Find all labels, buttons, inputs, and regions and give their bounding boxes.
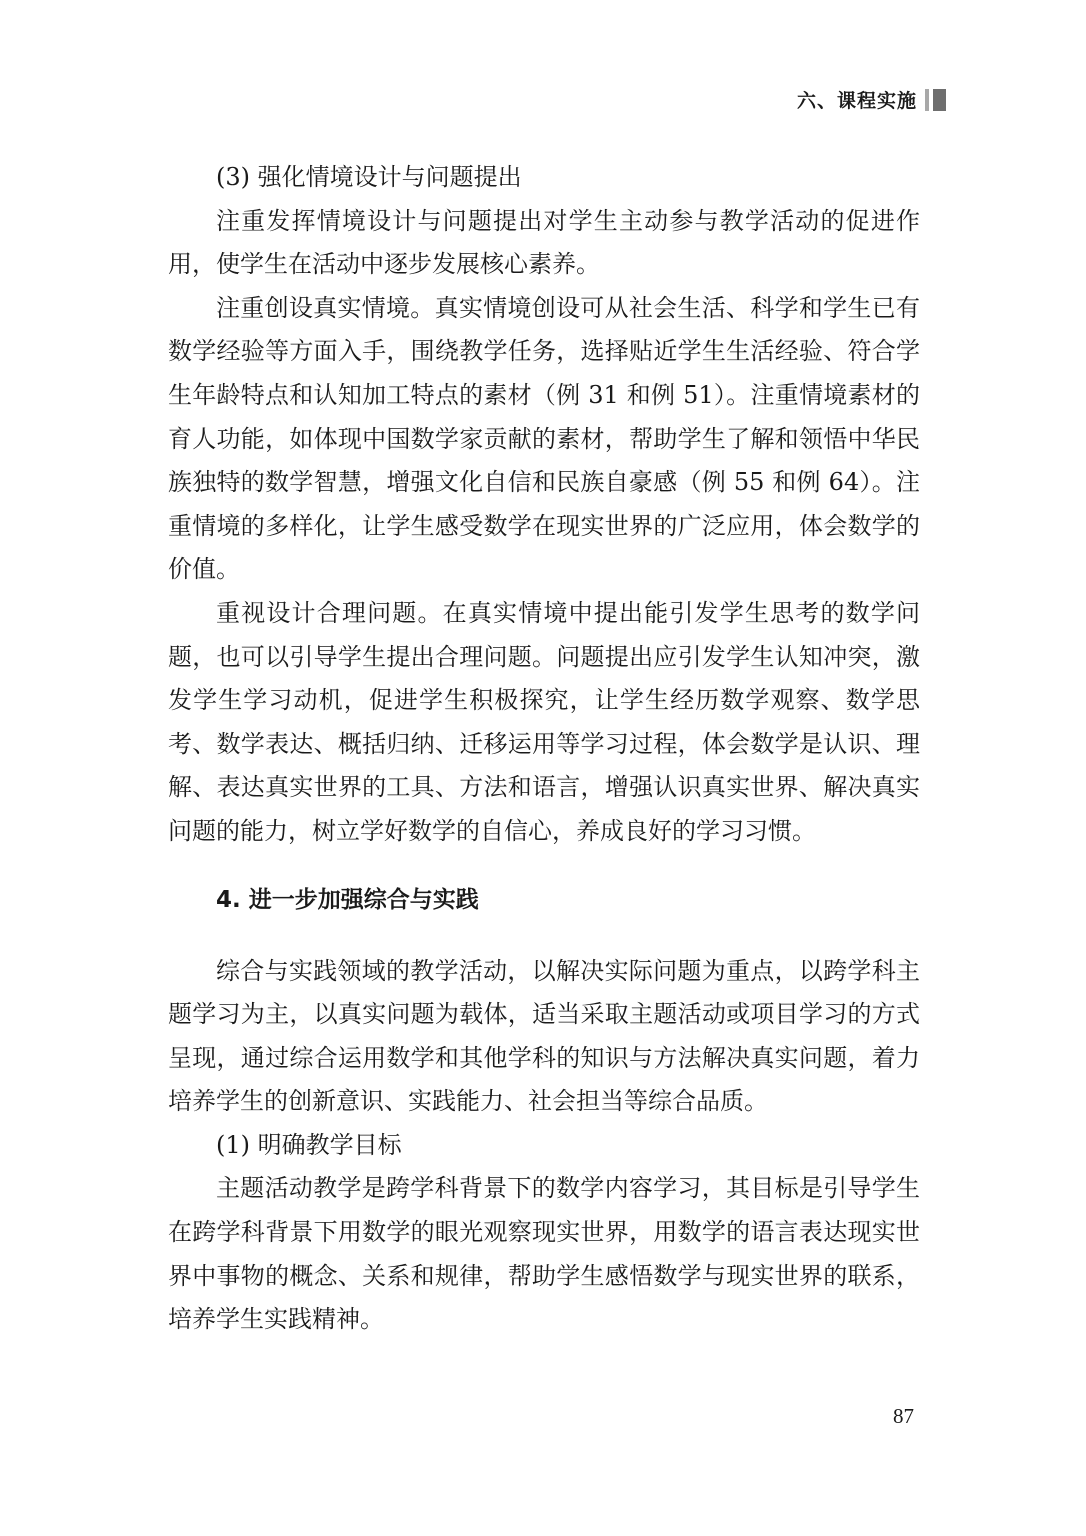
header-bar-thick bbox=[933, 89, 946, 111]
paragraph-integration-practice: 综合与实践领域的教学活动，以解决实际问题为重点，以跨学科主题学习为主，以真实问题为载体，适当采取主题活动或项目学习的方式呈现，通过综合运用数学和其他学科的知识与方法解决真实问题，着力培养学生的创新意识、实践能力、社会担当等综合品质。 bbox=[168, 956, 920, 1116]
subheading-situation-design: (3) 强化情境设计与问题提出 bbox=[216, 163, 522, 191]
header-bars-icon bbox=[925, 88, 946, 112]
subheading-teaching-goals: (1) 明确教学目标 bbox=[216, 1130, 402, 1159]
chapter-title: 六、课程实施 bbox=[796, 90, 917, 112]
body-content bbox=[168, 156, 920, 1342]
page-number: 87 bbox=[893, 1404, 914, 1428]
header-bar-thin bbox=[925, 89, 929, 111]
running-header bbox=[797, 86, 946, 113]
paragraph-intro: 注重发挥情境设计与问题提出对学生主动参与教学活动的促进作用，使学生在活动中逐步发展核心素养。 bbox=[168, 206, 920, 279]
section-heading-integration-practice: 4. 进一步加强综合与实践 bbox=[216, 886, 479, 913]
paragraph-theme-activity: 主题活动教学是跨学科背景下的数学内容学习，其目标是引导学生在跨学科背景下用数学的眼光观察现实世界，用数学的语言表达现实世界中事物的概念、关系和规律，帮助学生感悟数学与现实世界的联系，培养学生实践精神。 bbox=[168, 1174, 920, 1334]
paragraph-real-situations: 注重创设真实情境。真实情境创设可从社会生活、科学和学生已有数学经验等方面入手，围绕教学任务，选择贴近学生生活经验、符合学生年龄特点和认知加工特点的素材（例 31 和例 51）。注重情境素材的育人功能，如体现中国数学家贡献的素材，帮助学生了解和领悟中华民族独特的数学智慧，增强文化自信和民族自豪感（例 55 和例 64）。注重情境的多样化，让学生感受数学在现实世界的广泛应用，体会数学的价值。 bbox=[168, 293, 920, 584]
paragraph-reasonable-questions: 重视设计合理问题。在真实情境中提出能引发学生思考的数学问题，也可以引导学生提出合理问题。问题提出应引发学生认知冲突，激发学生学习动机，促进学生积极探究，让学生经历数学观察、数学思考、数学表达、概括归纳、迁移运用等学习过程，体会数学是认识、理解、表达真实世界的工具、方法和语言，增强认识真实世界、解决真实问题的能力，树立学好数学的自信心，养成良好的学习习惯。 bbox=[168, 598, 920, 845]
